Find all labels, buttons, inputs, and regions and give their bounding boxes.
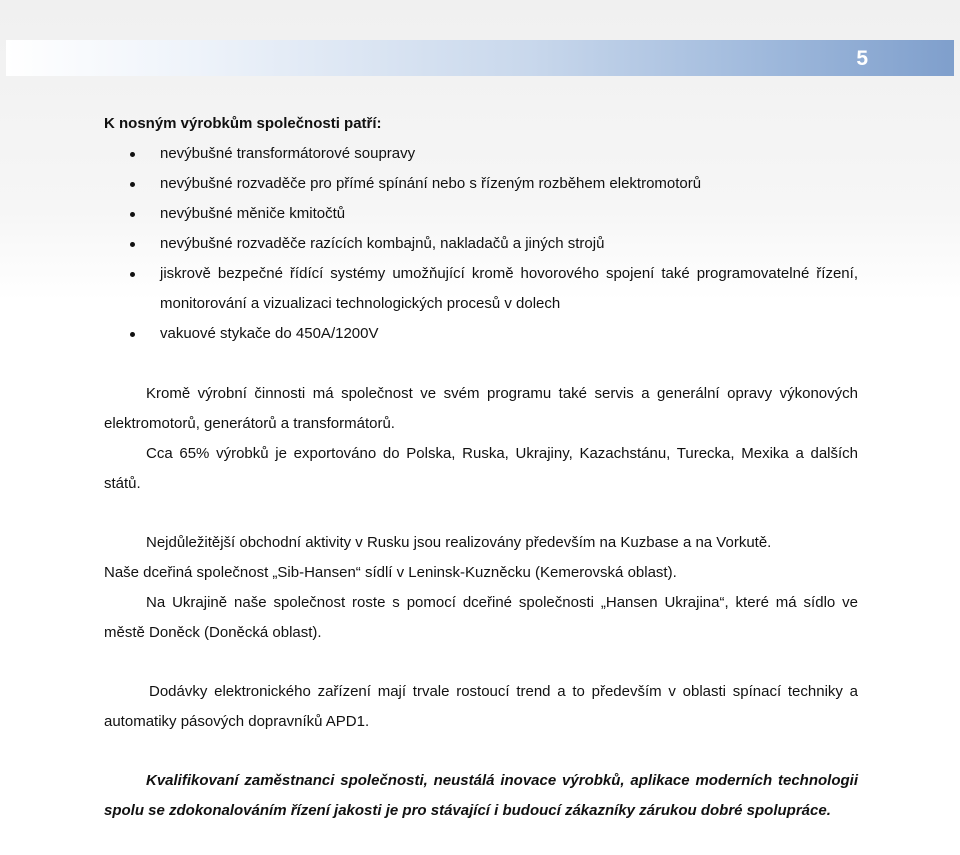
quality-paragraph: Kvalifikovaní zaměstnanci společnosti, neustálá inovace výrobků, aplikace moderních technologii spolu se zdokonalováním řízení jakosti je pro stávající i budoucí zákazníky zárukou dobré spolupráce.	[104, 772, 858, 819]
bullet-icon	[130, 272, 135, 277]
export-paragraph: Cca 65% výrobků je exportováno do Polska, Ruska, Ukrajiny, Kazachstánu, Turecka, Mexika a dalších států.	[104, 445, 858, 492]
header-band	[6, 40, 954, 76]
ukraine-paragraph: Na Ukrajině naše společnost roste s pomocí dceřiné společnosti „Hansen Ukrajina“, které má sídlo ve městě Doněck (Doněcká oblast).	[104, 594, 858, 641]
deliveries-paragraph: Dodávky elektronického zařízení mají trvale rostoucí trend a to především v oblasti spínací techniky a automatiky pásových dopravníků APD1.	[104, 683, 858, 730]
bullet-icon	[130, 212, 135, 217]
list-item: nevýbušné rozvaděče razících kombajnů, nakladačů a jiných strojů	[104, 229, 858, 259]
sibhansen-paragraph: Naše dceřiná společnost „Sib-Hansen“ sídlí v Leninsk-Kuzněcku (Kemerovská oblast).	[104, 564, 677, 581]
service-paragraph: Kromě výrobní činnosti má společnost ve svém programu také servis a generální opravy výkonových elektromotorů, generátorů a transformátorů.	[104, 385, 858, 432]
list-item: nevýbušné rozvaděče pro přímé spínání nebo s řízeným rozběhem elektromotorů	[104, 169, 858, 199]
document-body	[104, 109, 858, 826]
spacer	[104, 648, 858, 677]
list-item: nevýbušné měniče kmitočtů	[104, 199, 858, 229]
spacer	[104, 499, 858, 528]
products-heading: K nosným výrobkům společnosti patří:	[104, 115, 382, 132]
bullet-icon	[130, 182, 135, 187]
russia-paragraph: Nejdůležitější obchodní aktivity v Rusku jsou realizovány především na Kuzbase a na Vorkutě.	[146, 534, 772, 551]
list-item: jiskrově bezpečné řídící systémy umožňující kromě hovorového spojení také programovatelné řízení, monitorování a vizualizaci technologických procesů v dolech	[104, 259, 858, 319]
bullet-icon	[130, 242, 135, 247]
products-list	[104, 139, 858, 349]
bullet-icon	[130, 152, 135, 157]
list-item: vakuové stykače do 450A/1200V	[104, 319, 858, 349]
spacer	[104, 349, 858, 379]
list-item: nevýbušné transformátorové soupravy	[104, 139, 858, 169]
spacer	[104, 737, 858, 766]
bullet-icon	[130, 332, 135, 337]
page-number: 5	[856, 47, 868, 70]
